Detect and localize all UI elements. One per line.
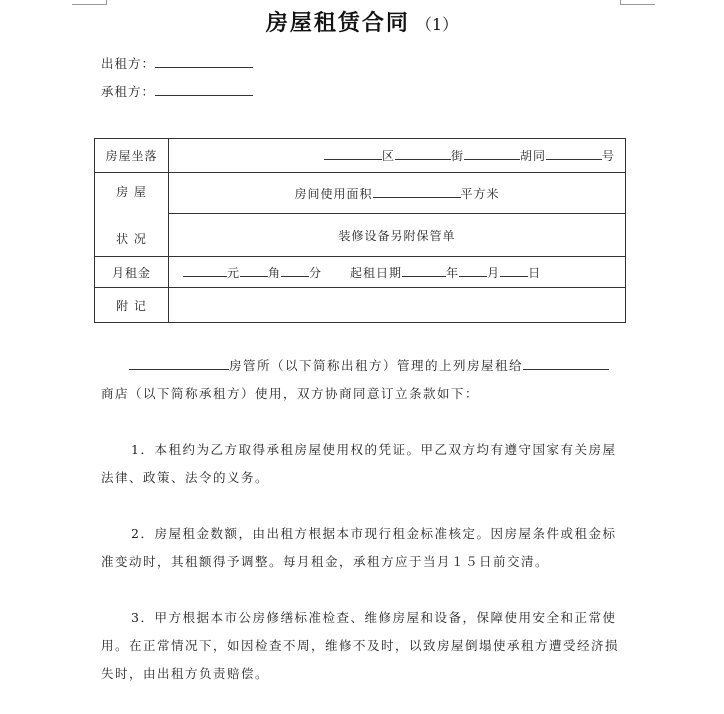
house-number-unit: 号 — [601, 149, 615, 163]
housing-office-blank[interactable] — [129, 357, 229, 370]
day-blank[interactable] — [500, 265, 528, 277]
rent-value — [169, 257, 626, 288]
intro-text-part2: 商店（以下简称承租方）使用，双方协商同意订立条款如下： — [101, 386, 480, 401]
title-text: 房屋租赁合同 — [265, 10, 410, 36]
intro-text-part1: 房管所（以下简称出租方）管理的上列房屋租给 — [229, 358, 524, 373]
page-corner-mark-left — [72, 0, 107, 5]
jiao-unit: 角 — [268, 265, 282, 280]
fen-unit: 分 — [309, 265, 323, 280]
area-blank[interactable] — [373, 186, 461, 198]
store-name-blank[interactable] — [523, 357, 609, 370]
start-date-label: 起租日期 — [350, 265, 403, 280]
day-unit: 日 — [528, 265, 542, 280]
condition-label-top: 房 屋 — [116, 184, 147, 199]
month-unit: 月 — [487, 265, 501, 280]
lessee-blank[interactable] — [155, 83, 253, 96]
jiao-blank[interactable] — [240, 265, 268, 277]
location-label: 房屋坐落 — [95, 139, 169, 173]
hutong-unit: 胡同 — [519, 149, 546, 163]
district-blank[interactable] — [324, 148, 382, 160]
lessor-label: 出租方： — [101, 56, 156, 71]
yuan-blank[interactable] — [183, 265, 227, 277]
month-blank[interactable] — [459, 265, 487, 277]
fen-blank[interactable] — [281, 265, 309, 277]
property-info-table — [94, 138, 626, 323]
street-unit: 街 — [450, 149, 464, 163]
year-unit: 年 — [446, 265, 460, 280]
street-blank[interactable] — [395, 148, 451, 160]
hutong-blank[interactable] — [464, 148, 520, 160]
area-value — [169, 173, 626, 214]
note-label: 附 记 — [95, 288, 169, 323]
year-blank[interactable] — [402, 265, 446, 277]
intro-paragraph — [101, 352, 621, 408]
clause-3: 3．甲方根据本市公房修缮标准检查、维修房屋和设备，保障使用安全和正常使用。在正常情况下，如因检查不周，维修不及时，以致房屋倒塌使承租方遭受经济损失时，由出租方负责赔偿。 — [101, 610, 620, 681]
yuan-unit: 元 — [227, 265, 241, 280]
condition-label — [95, 173, 169, 257]
clause-1: 1．本租约为乙方取得承租房屋使用权的凭证。甲乙双方均有遵守国家有关房屋法律、政策、法令的义务。 — [101, 442, 617, 485]
location-value — [169, 139, 626, 173]
area-label: 房间使用面积 — [294, 186, 373, 201]
clause-2: 2．房屋租金数额，由出租方根据本市现行租金标准核定。因房屋条件或租金标准变动时，其租额得予调整。每月租金，承租方应于当月１５日前交清。 — [101, 526, 617, 569]
document-title — [0, 6, 724, 37]
page-corner-mark-right — [620, 0, 655, 5]
decor-text: 装修设备另附保管单 — [169, 214, 626, 257]
condition-label-bottom: 状 况 — [116, 231, 147, 246]
lessor-field — [101, 54, 253, 72]
note-value[interactable] — [169, 288, 626, 323]
lessee-field — [101, 82, 253, 100]
lessee-label: 承租方： — [101, 84, 156, 99]
area-unit: 平方米 — [460, 186, 500, 201]
lessor-blank[interactable] — [155, 55, 253, 68]
house-number-blank[interactable] — [546, 148, 602, 160]
district-unit: 区 — [381, 149, 395, 163]
rent-label: 月租金 — [95, 257, 169, 288]
title-number: （1） — [415, 15, 459, 34]
